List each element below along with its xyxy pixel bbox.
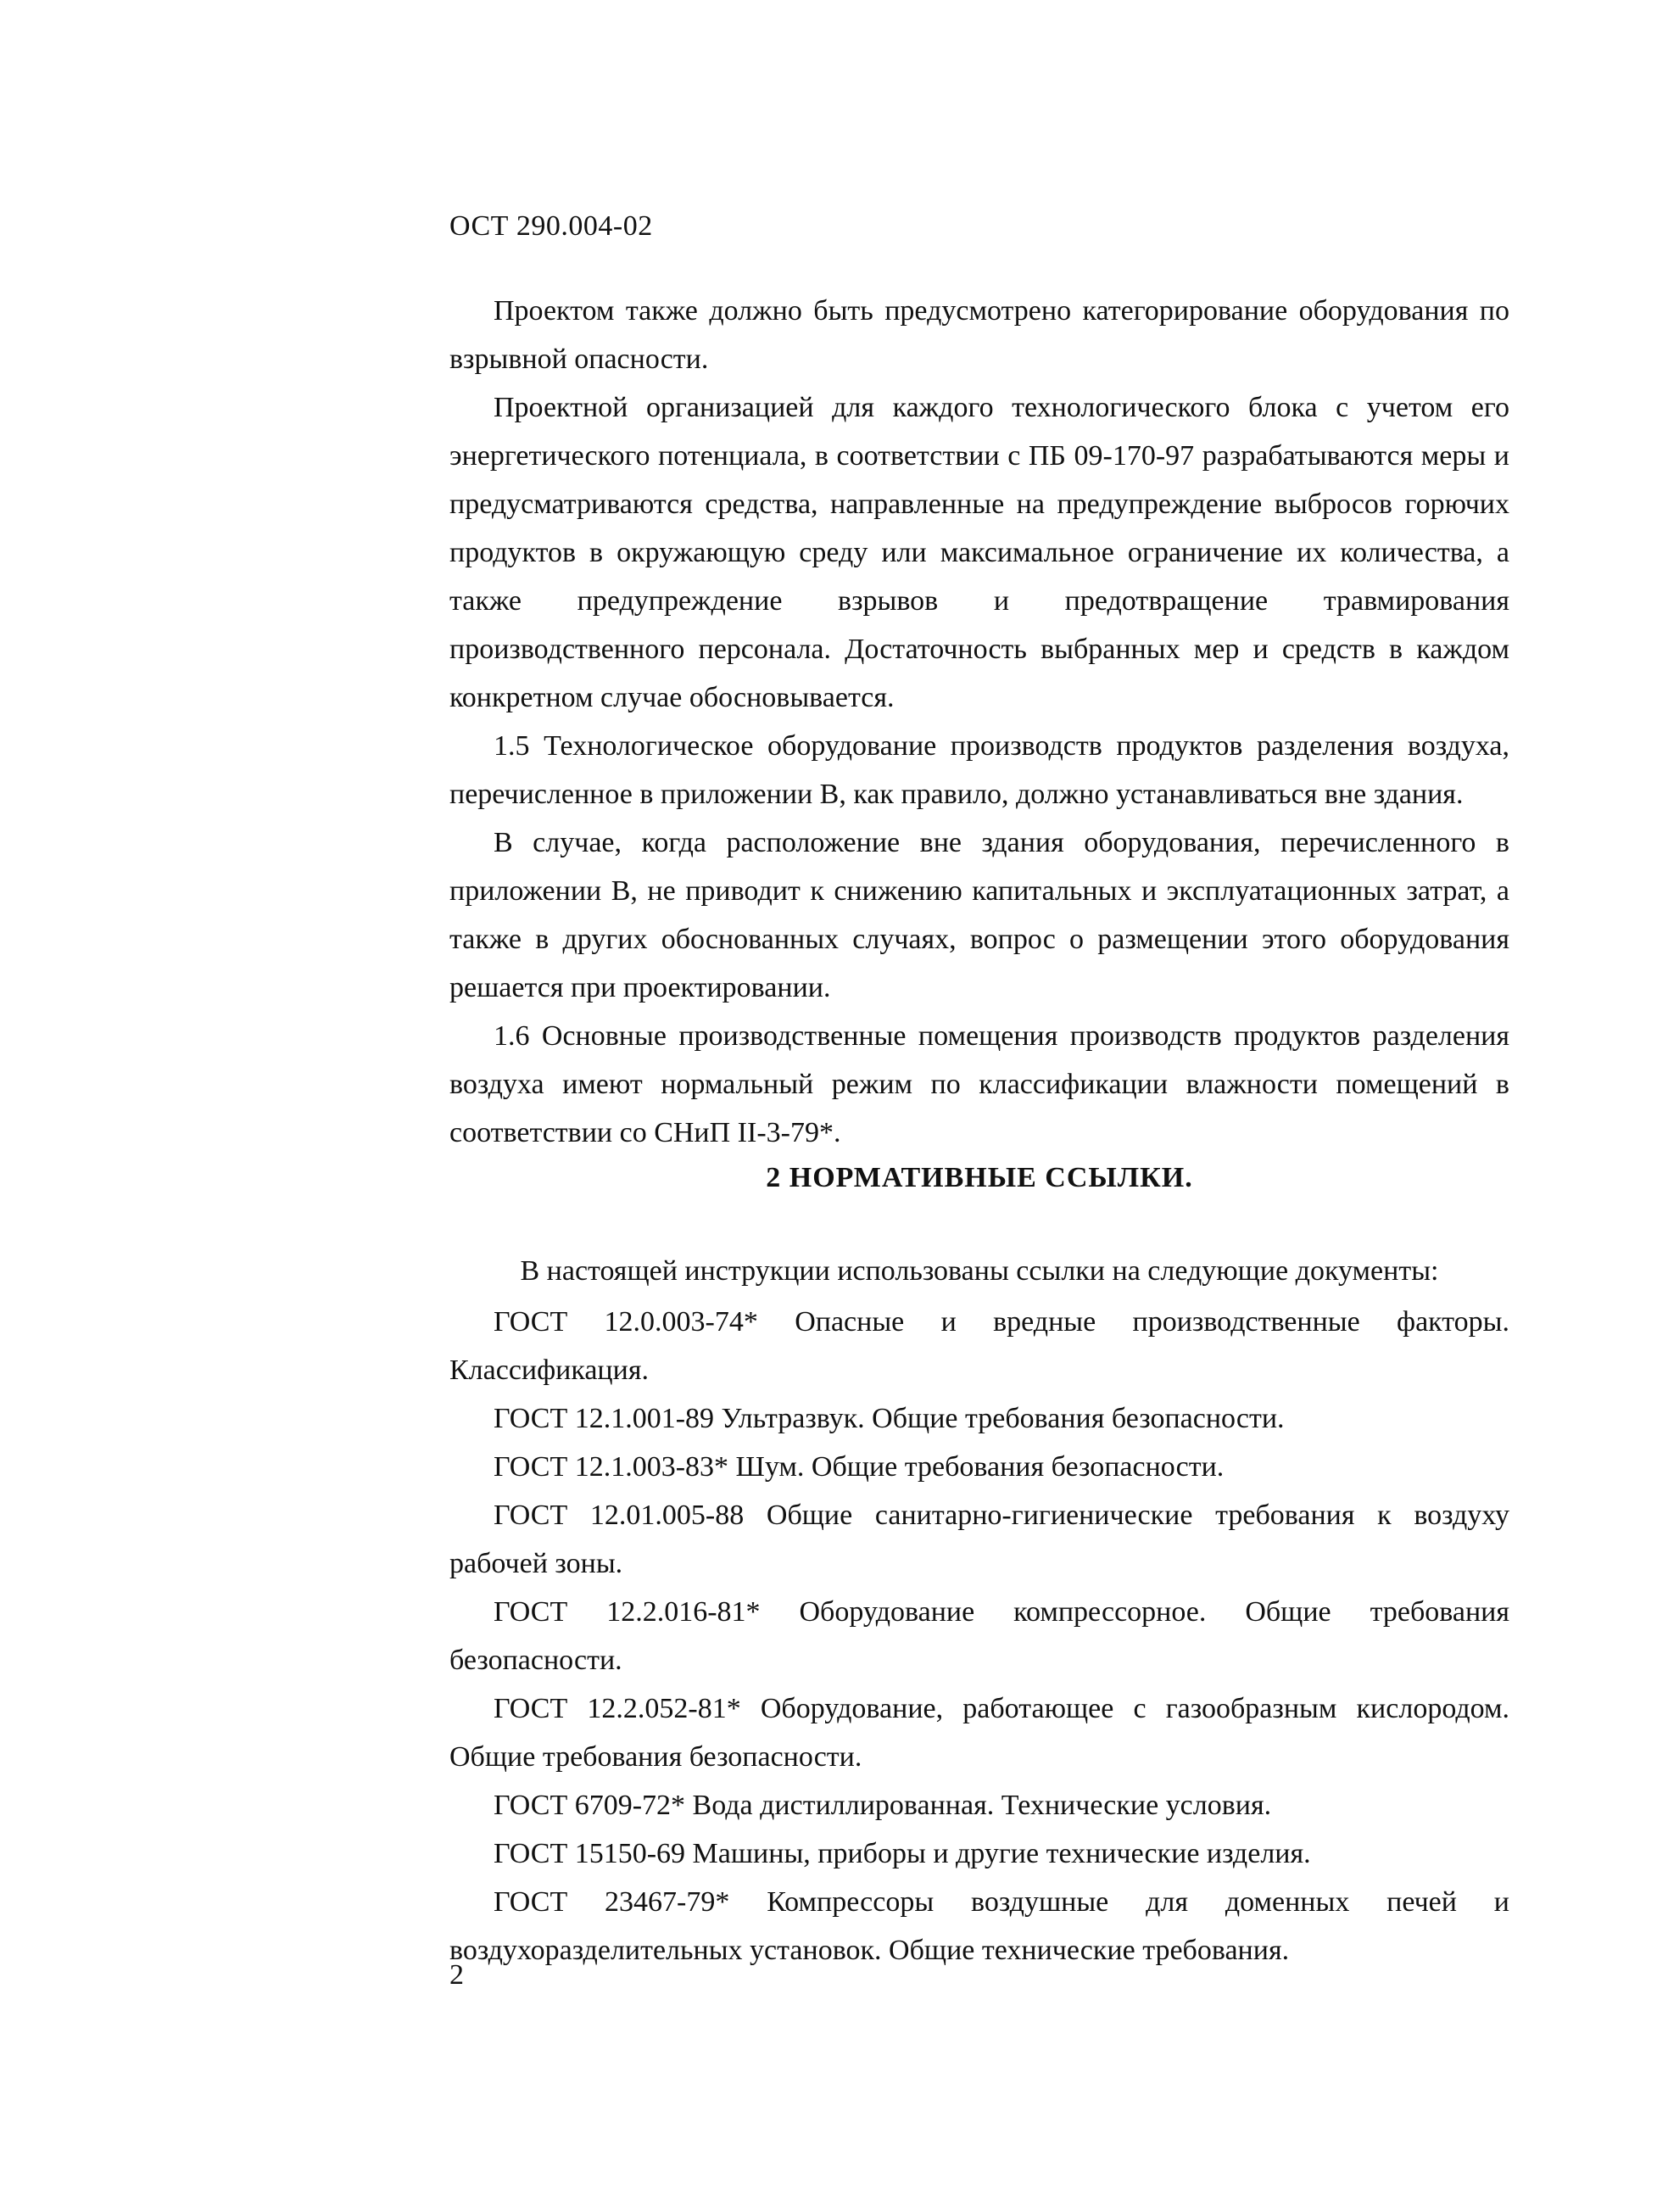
- page-number: 2: [449, 1959, 464, 1991]
- section-title: 2 НОРМАТИВНЫЕ ССЫЛКИ.: [766, 1162, 1193, 1193]
- paragraph: 1.6 Основные производственные помещения производств продуктов разделения воздуха имеют нормальный режим по классификации влажности помещений в соответствии со СНиП II-3-79*.: [449, 1020, 1509, 1148]
- reference-item: ГОСТ 6709-72* Вода дистиллированная. Технические условия.: [494, 1790, 1272, 1821]
- reference-item: ГОСТ 12.0.003-74* Опасные и вредные производственные факторы. Классификация.: [449, 1306, 1509, 1386]
- section-lead: В настоящей инструкции использованы ссылки на следующие документы:: [520, 1255, 1439, 1287]
- reference-item: ГОСТ 23467-79* Компрессоры воздушные для доменных печей и воздухоразделительных установок. Общие технические требования.: [449, 1886, 1509, 1966]
- paragraph: 1.5 Технологическое оборудование производств продуктов разделения воздуха, перечисленное в приложении В, как правило, должно устанавливаться вне здания.: [449, 730, 1509, 810]
- paragraph: В случае, когда расположение вне здания оборудования, перечисленного в приложении В, не приводит к снижению капитальных и эксплуатационных затрат, а также в других обоснованных случаях, вопрос о размещении этого оборудования решается при проектировании.: [449, 827, 1509, 1003]
- reference-item: ГОСТ 12.2.052-81* Оборудование, работающее с газообразным кислородом. Общие требования безопасности.: [449, 1693, 1509, 1773]
- paragraph: Проектной организацией для каждого технологического блока с учетом его энергетического потенциала, в соответствии с ПБ 09-170-97 разрабатываются меры и предусматриваются средства, направленные на предупреждение выбросов горючих продуктов в окружающую среду или максимальное ограничение их количества, а также предупреждение взрывов и предотвращение травмирования производственного персонала. Достаточность выбранных мер и средств в каждом конкретном случае обосновывается.: [449, 392, 1509, 713]
- intro-text: [449, 287, 1509, 1157]
- reference-item: ГОСТ 15150-69 Машины, приборы и другие технические изделия.: [494, 1838, 1311, 1869]
- reference-item: ГОСТ 12.1.003-83* Шум. Общие требования безопасности.: [494, 1451, 1225, 1483]
- document-code: ОСТ 290.004-02: [449, 210, 653, 242]
- reference-item: ГОСТ 12.2.016-81* Оборудование компрессорное. Общие требования безопасности.: [449, 1596, 1509, 1676]
- reference-item: ГОСТ 12.01.005-88 Общие санитарно-гигиенические требования к воздуху рабочей зоны.: [449, 1500, 1509, 1579]
- reference-list: [449, 1298, 1509, 1975]
- paragraph: Проектом также должно быть предусмотрено категорирование оборудования по взрывной опасности.: [449, 295, 1509, 375]
- reference-item: ГОСТ 12.1.001-89 Ультразвук. Общие требования безопасности.: [494, 1403, 1285, 1434]
